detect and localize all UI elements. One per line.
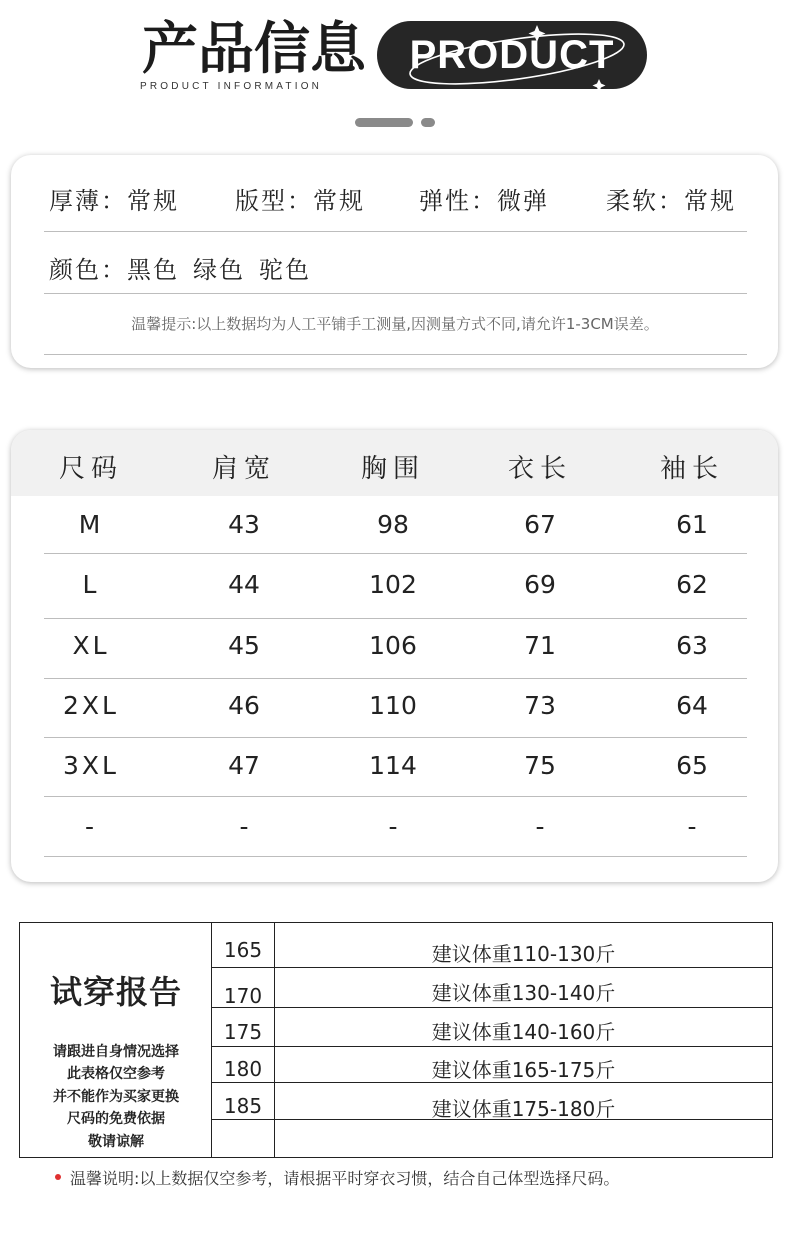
size-table-cell: 44 — [228, 570, 260, 599]
footer-note: 温馨说明:以上数据仅空参考，请根据平时穿衣习惯，结合自己体型选择尺码。 — [70, 1169, 620, 1188]
size-table-cell: XL — [72, 631, 110, 660]
size-table-cell: 63 — [676, 631, 708, 660]
size-table-cell: 110 — [369, 691, 417, 720]
size-table-cell: 67 — [524, 510, 556, 539]
attr-elasticity: 弹性：微弹 — [419, 187, 549, 215]
size-table-cell: 2XL — [63, 691, 119, 720]
bullet-icon — [55, 1174, 61, 1180]
size-table-cell: - — [535, 812, 545, 841]
try-on-note-line: 尺码的免费依据 — [67, 1111, 165, 1127]
color-green: 绿色 — [193, 256, 245, 284]
indicator-inactive — [421, 118, 435, 127]
table-row-divider — [44, 553, 747, 554]
size-table-cell: M — [78, 510, 104, 539]
try-on-weight: 建议体重140-160斤 — [431, 1020, 616, 1044]
product-badge-text: PRODUCT — [409, 33, 615, 77]
size-table-cell: 114 — [369, 751, 417, 780]
row-divider — [212, 1007, 773, 1008]
size-table-cell: 73 — [524, 691, 556, 720]
try-on-height: 175 — [223, 1020, 263, 1044]
page-subtitle: PRODUCT INFORMATION — [140, 81, 323, 92]
size-table-cell: 45 — [228, 631, 260, 660]
size-table-cell: 3XL — [63, 751, 119, 780]
try-on-title: 试穿报告 — [49, 973, 182, 1011]
header-size: 尺码 — [58, 454, 123, 484]
product-badge — [377, 21, 647, 89]
try-on-height: 180 — [223, 1057, 263, 1081]
try-on-weight: 建议体重165-175斤 — [431, 1058, 616, 1082]
try-on-note-line: 请跟进自身情况选择 — [53, 1044, 179, 1060]
try-on-weight: 建议体重110-130斤 — [431, 942, 616, 966]
size-table-cell: 69 — [524, 570, 556, 599]
attributes-row — [49, 181, 749, 215]
size-table-cell: 98 — [377, 510, 409, 539]
size-table-cell: 62 — [676, 570, 708, 599]
attr-fit: 版型：常规 — [235, 187, 365, 215]
size-table-cell: - — [239, 812, 249, 841]
attr-thickness: 厚薄：常规 — [49, 187, 179, 215]
header-chest: 胸围 — [360, 454, 425, 484]
try-on-note-line: 并不能作为买家更换 — [53, 1089, 179, 1105]
size-table-cell: 64 — [676, 691, 708, 720]
attr-softness: 柔软：常规 — [606, 187, 736, 215]
size-table-cell: 65 — [676, 751, 708, 780]
table-row-divider — [44, 678, 747, 679]
try-on-weight: 建议体重175-180斤 — [431, 1097, 616, 1121]
size-table-cell: 75 — [524, 751, 556, 780]
page-title: 产品信息 — [142, 17, 366, 82]
colors-label: 颜色： — [49, 256, 127, 284]
size-table-cell: L — [82, 570, 100, 599]
divider — [44, 231, 747, 232]
try-on-table — [19, 922, 773, 1158]
header-sleeve: 袖长 — [659, 454, 724, 484]
size-table-cell: 106 — [369, 631, 417, 660]
divider — [44, 354, 747, 355]
size-table-cell: 61 — [676, 510, 708, 539]
size-table-cell: 43 — [228, 510, 260, 539]
table-row-divider — [44, 856, 747, 857]
try-on-note-line: 敬请谅解 — [88, 1134, 144, 1150]
try-on-height: 185 — [223, 1094, 263, 1118]
header-shoulder: 肩宽 — [211, 454, 276, 484]
try-on-note-line: 此表格仅空参考 — [67, 1066, 165, 1082]
row-divider — [212, 1046, 773, 1047]
table-row-divider — [44, 618, 747, 619]
size-table-cell: 71 — [524, 631, 556, 660]
try-on-weight: 建议体重130-140斤 — [431, 981, 616, 1005]
divider — [44, 293, 747, 294]
size-table-cell: 47 — [228, 751, 260, 780]
size-table-cell: - — [687, 812, 697, 841]
measurement-tip: 温馨提示:以上数据均为人工平铺手工测量,因测量方式不同,请允许1-3CM误差。 — [131, 315, 659, 333]
size-table-cell: 46 — [228, 691, 260, 720]
colors-row — [49, 250, 325, 285]
size-table-cell: - — [84, 812, 98, 841]
table-row-divider — [44, 796, 747, 797]
header-length: 衣长 — [507, 454, 572, 484]
color-black: 黑色 — [127, 256, 179, 284]
try-on-height: 170 — [223, 984, 263, 1008]
table-row-divider — [44, 737, 747, 738]
size-table-cell: 102 — [369, 570, 417, 599]
size-table-cell: - — [388, 812, 398, 841]
row-divider — [212, 967, 773, 968]
try-on-height: 165 — [223, 938, 263, 962]
indicator-active — [355, 118, 413, 127]
color-camel: 驼色 — [259, 256, 311, 284]
